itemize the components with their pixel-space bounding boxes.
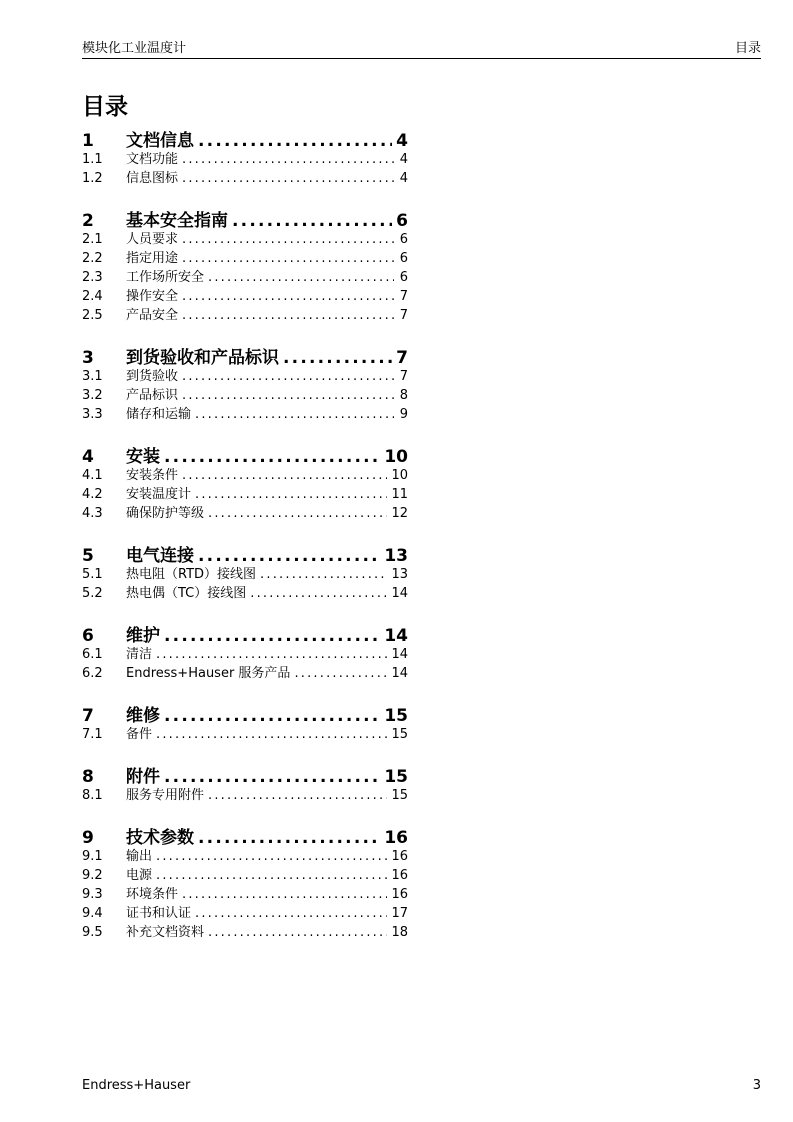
toc-chapter-label: 基本安全指南 — [126, 211, 228, 231]
toc-entry-page: 4 — [399, 171, 408, 186]
toc-entry-label: 安装温度计 — [126, 487, 192, 502]
toc-entry-num: 2.4 — [82, 289, 103, 304]
toc-entry-num: 6.1 — [82, 647, 103, 662]
dot-leader — [208, 506, 387, 521]
toc-entry-label: 服务专用附件 — [126, 788, 205, 803]
toc-entry-page: 18 — [391, 925, 408, 940]
toc-entry[interactable] — [82, 403, 408, 422]
toc-entry-num: 9.1 — [82, 849, 103, 864]
dot-leader — [182, 171, 394, 186]
dot-leader — [156, 727, 387, 742]
dot-leader — [182, 468, 387, 483]
toc-section — [82, 823, 408, 940]
toc-entry-num: 9.5 — [82, 925, 103, 940]
toc-chapter-num: 9 — [82, 828, 94, 848]
toc-entry-page: 6 — [399, 232, 408, 247]
dot-leader — [156, 849, 387, 864]
toc-chapter-label: 维护 — [126, 626, 160, 646]
dot-leader — [164, 626, 380, 646]
toc-entry-num: 1.2 — [82, 171, 103, 186]
toc-entry-num: 3.1 — [82, 369, 103, 384]
toc-entry[interactable] — [82, 285, 408, 304]
toc-entry-page: 7 — [399, 308, 408, 323]
toc-entry-num: 2.5 — [82, 308, 103, 323]
toc-entry-label: 补充文档资料 — [126, 925, 205, 940]
dot-leader — [198, 828, 380, 848]
toc-entry-page: 16 — [391, 849, 408, 864]
toc-entry-page: 13 — [391, 567, 408, 582]
toc-chapter[interactable] — [82, 126, 408, 151]
toc-entry-label: 证书和认证 — [126, 906, 192, 921]
dot-leader — [294, 666, 387, 681]
dot-leader — [250, 586, 387, 601]
toc-entry-num: 2.3 — [82, 270, 103, 285]
dot-leader — [182, 388, 394, 403]
toc-entry-num: 6.2 — [82, 666, 103, 681]
toc-entry-label: 操作安全 — [126, 289, 179, 304]
dot-leader — [182, 232, 394, 247]
toc-entry-page: 14 — [391, 647, 408, 662]
toc-section — [82, 621, 408, 681]
toc-chapter-num: 4 — [82, 447, 94, 467]
toc-entry-label: 工作场所安全 — [126, 270, 205, 285]
toc-entry-label: 安装条件 — [126, 468, 179, 483]
toc-entry-page: 14 — [391, 586, 408, 601]
toc-chapter-label: 文档信息 — [126, 131, 194, 151]
toc-chapter[interactable] — [82, 442, 408, 467]
toc-entry[interactable] — [82, 662, 408, 681]
toc-chapter-page: 13 — [384, 546, 408, 566]
toc-entry-label: 储存和运输 — [126, 407, 192, 422]
toc-chapter-page: 10 — [384, 447, 408, 467]
toc-entry-num: 2.1 — [82, 232, 103, 247]
footer-brand: Endress+Hauser — [82, 1078, 191, 1093]
toc-section — [82, 126, 408, 186]
toc-entry-page: 8 — [399, 388, 408, 403]
dot-leader — [260, 567, 387, 582]
dot-leader — [182, 308, 394, 323]
dot-leader — [208, 925, 387, 940]
toc-entry-page: 16 — [391, 868, 408, 883]
toc-section — [82, 541, 408, 601]
toc-entry-num: 9.2 — [82, 868, 103, 883]
toc-entry-label: 电源 — [126, 868, 153, 883]
toc-chapter[interactable] — [82, 621, 408, 646]
header-section-title: 目录 — [734, 41, 761, 56]
toc-chapter-page: 4 — [396, 131, 408, 151]
toc-entry-label: Endress+Hauser 服务产品 — [126, 666, 291, 681]
toc-chapter-num: 1 — [82, 131, 94, 151]
toc-entry-page: 4 — [399, 152, 408, 167]
toc-entry-label: 输出 — [126, 849, 153, 864]
toc-section — [82, 442, 408, 521]
toc-entry-label: 文档功能 — [126, 152, 179, 167]
toc-entry-label: 到货验收 — [126, 369, 179, 384]
dot-leader — [182, 289, 394, 304]
dot-leader — [182, 152, 394, 167]
toc-chapter-page: 16 — [384, 828, 408, 848]
toc-entry[interactable] — [82, 266, 408, 285]
toc-entry[interactable] — [82, 582, 408, 601]
dot-leader — [182, 887, 387, 902]
dot-leader — [208, 270, 394, 285]
toc-entry-num: 9.3 — [82, 887, 103, 902]
toc-entry[interactable] — [82, 921, 408, 940]
toc-entry-page: 7 — [399, 369, 408, 384]
toc-chapter-num: 6 — [82, 626, 94, 646]
toc-entry-page: 7 — [399, 289, 408, 304]
toc-chapter-num: 8 — [82, 767, 94, 787]
page-header — [82, 36, 761, 59]
toc-chapter-num: 2 — [82, 211, 94, 231]
dot-leader — [195, 906, 387, 921]
dot-leader — [182, 369, 394, 384]
toc-entry-label: 确保防护等级 — [126, 506, 205, 521]
toc-entry-page: 11 — [391, 487, 408, 502]
toc-entry[interactable] — [82, 502, 408, 521]
toc-chapter[interactable] — [82, 701, 408, 726]
toc-chapter-page: 14 — [384, 626, 408, 646]
toc-entry-label: 产品安全 — [126, 308, 179, 323]
toc-entry[interactable] — [82, 902, 408, 921]
toc-entry-label: 产品标识 — [126, 388, 179, 403]
toc-entry[interactable] — [82, 864, 408, 883]
toc-section — [82, 701, 408, 742]
toc-section — [82, 206, 408, 323]
toc-chapter-label: 到货验收和产品标识 — [126, 348, 279, 368]
dot-leader — [164, 447, 380, 467]
toc-entry-num: 5.2 — [82, 586, 103, 601]
toc-entry-label: 指定用途 — [126, 251, 179, 266]
toc-entry-page: 12 — [391, 506, 408, 521]
page-title: 目录 — [82, 94, 128, 120]
toc-chapter-label: 附件 — [126, 767, 160, 787]
dot-leader — [283, 348, 392, 368]
toc-chapter-label: 技术参数 — [126, 828, 194, 848]
toc-chapter-num: 3 — [82, 348, 94, 368]
toc-chapter-page: 15 — [384, 706, 408, 726]
toc-entry-num: 3.2 — [82, 388, 103, 403]
toc-chapter-page: 6 — [396, 211, 408, 231]
dot-leader — [195, 487, 387, 502]
toc-chapter-num: 5 — [82, 546, 94, 566]
dot-leader — [195, 407, 394, 422]
toc-entry-page: 15 — [391, 788, 408, 803]
toc-entry-label: 环境条件 — [126, 887, 179, 902]
footer-page-number: 3 — [752, 1078, 761, 1093]
toc-entry[interactable] — [82, 167, 408, 186]
toc-entry-page: 6 — [399, 270, 408, 285]
toc-chapter[interactable] — [82, 823, 408, 848]
toc-entry-page: 9 — [399, 407, 408, 422]
toc-entry[interactable] — [82, 384, 408, 403]
dot-leader — [164, 706, 380, 726]
toc-entry-page: 10 — [391, 468, 408, 483]
toc-chapter[interactable] — [82, 343, 408, 368]
toc-entry-label: 人员要求 — [126, 232, 179, 247]
toc-entry-page: 6 — [399, 251, 408, 266]
toc-entry[interactable] — [82, 883, 408, 902]
toc-entry-label: 热电偶（TC）接线图 — [126, 586, 247, 601]
toc-entry-page: 17 — [391, 906, 408, 921]
toc-entry-num: 5.1 — [82, 567, 103, 582]
toc-entry[interactable] — [82, 483, 408, 502]
header-doc-title: 模块化工业温度计 — [82, 41, 187, 56]
toc-entry-label: 信息图标 — [126, 171, 179, 186]
toc-entry[interactable] — [82, 247, 408, 266]
toc-entry-page: 14 — [391, 666, 408, 681]
toc-entry-label: 备件 — [126, 727, 153, 742]
dot-leader — [156, 647, 387, 662]
toc-section — [82, 762, 408, 803]
toc-entry-num: 9.4 — [82, 906, 103, 921]
toc-chapter-label: 安装 — [126, 447, 160, 467]
toc-entry[interactable] — [82, 304, 408, 323]
toc-entry-page: 15 — [391, 727, 408, 742]
toc-entry-num: 4.1 — [82, 468, 103, 483]
dot-leader — [198, 131, 392, 151]
toc-chapter-label: 电气连接 — [126, 546, 194, 566]
toc-entry-num: 7.1 — [82, 727, 103, 742]
dot-leader — [232, 211, 392, 231]
toc-chapter-page: 15 — [384, 767, 408, 787]
toc-chapter[interactable] — [82, 762, 408, 787]
toc-entry-num: 1.1 — [82, 152, 103, 167]
toc-entry-label: 清洁 — [126, 647, 153, 662]
table-of-contents — [82, 126, 408, 960]
toc-entry-num: 2.2 — [82, 251, 103, 266]
toc-entry-num: 8.1 — [82, 788, 103, 803]
toc-entry-num: 4.3 — [82, 506, 103, 521]
toc-entry-num: 4.2 — [82, 487, 103, 502]
toc-chapter-page: 7 — [396, 348, 408, 368]
toc-chapter[interactable] — [82, 206, 408, 231]
dot-leader — [182, 251, 394, 266]
toc-section — [82, 343, 408, 422]
toc-chapter-label: 维修 — [126, 706, 160, 726]
toc-entry-label: 热电阻（RTD）接线图 — [126, 567, 257, 582]
toc-chapter-num: 7 — [82, 706, 94, 726]
toc-entry-num: 3.3 — [82, 407, 103, 422]
toc-entry-page: 16 — [391, 887, 408, 902]
toc-chapter[interactable] — [82, 541, 408, 566]
dot-leader — [156, 868, 387, 883]
dot-leader — [208, 788, 387, 803]
